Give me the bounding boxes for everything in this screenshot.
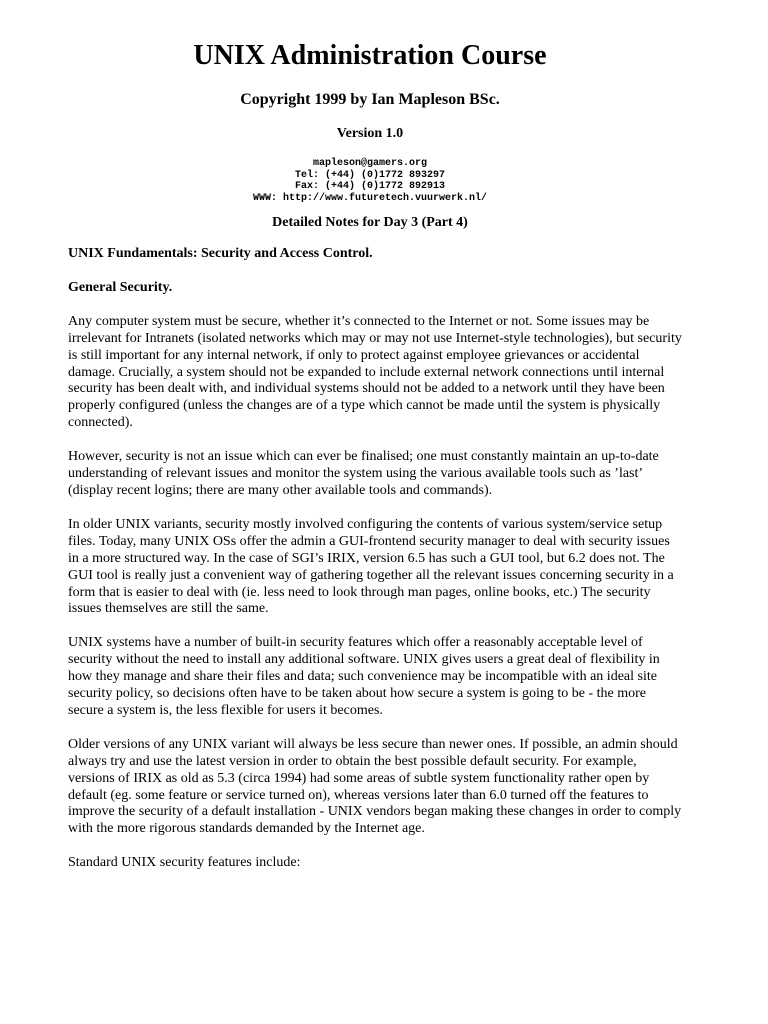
section-heading: UNIX Fundamentals: Security and Access Control.	[68, 246, 373, 261]
copyright-line: Copyright 1999 by Ian Mapleson BSc.	[240, 91, 500, 108]
subsection-heading: General Security.	[68, 279, 173, 295]
paragraph: Older versions of any UNIX variant will always be less secure than newer ones. If possible, an admin should always try and use the latest version in order to obtain the best possible default security. For example, versions of IRIX as old as 5.3 (circa 1994) had some areas of subtle system functionality rather open by default (eg. some feature or service turned on), whereas versions later than 6.0 turned off the features to improve the security of a default installation - UNIX vendors began making these changes in order to comply with the more rigorous standards demanded by the Internet age.	[68, 736, 682, 837]
notes-heading: Detailed Notes for Day 3 (Part 4)	[272, 215, 468, 230]
paragraph: Standard UNIX security features include:	[68, 855, 301, 871]
paragraph: UNIX systems have a number of built-in security features which offer a reasonably acceptable level of security without the need to install any additional software. UNIX gives users a great deal of flexibility in how they manage and share their files and data; such convenience may be incompatible with an ideal site security policy, so decisions often have to be taken about how secure a system is going to be - the more secure a system is, the less flexible for users it becomes.	[68, 635, 660, 718]
contact-www: WWW: http://www.futuretech.vuurwerk.nl/	[252, 192, 488, 204]
version-label: Version 1.0	[336, 126, 404, 141]
document-body	[68, 246, 684, 889]
paragraph: In older UNIX variants, security mostly involved configuring the contents of various system/service setup files. Today, many UNIX OSs offer the admin a GUI-frontend security manager to deal with security issues in a more structured way. In the case of SGI’s IRIX, version 6.5 has such a GUI tool, but 6.2 does not. The GUI tool is really just a convenient way of gathering together all the relevant issues concerning security in a form that is easier to deal with (ie. less need to look through man pages, online books, etc.) The security issues themselves are still the same.	[68, 516, 674, 617]
document-title: UNIX Administration Course	[193, 40, 547, 71]
paragraph: However, security is not an issue which can ever be finalised; one must constantly maintain an up-to-date understanding of relevant issues and monitor the system using the various available tools such as ’last’ (display recent logins; there are many other available tools and commands).	[68, 449, 659, 498]
contact-fax: Fax: (+44) (0)1772 892913	[294, 181, 446, 192]
contact-block	[0, 158, 740, 204]
contact-email: mapleson@gamers.org	[312, 158, 428, 169]
paragraph: Any computer system must be secure, whether it’s connected to the Internet or not. Some issues may be irrelevant for Intranets (isolated networks which may or may not use Internet-style technologies), but security is still important for any internal network, if only to protect against employee grievances or accidental damage. Crucially, a system should not be expanded to include external network connections until internal security has been dealt with, and individual systems should not be added to a network until they have been properly configured (unless the changes are of a type which cannot be made until the system is physically connected).	[68, 313, 682, 431]
contact-tel: Tel: (+44) (0)1772 893297	[294, 169, 446, 181]
